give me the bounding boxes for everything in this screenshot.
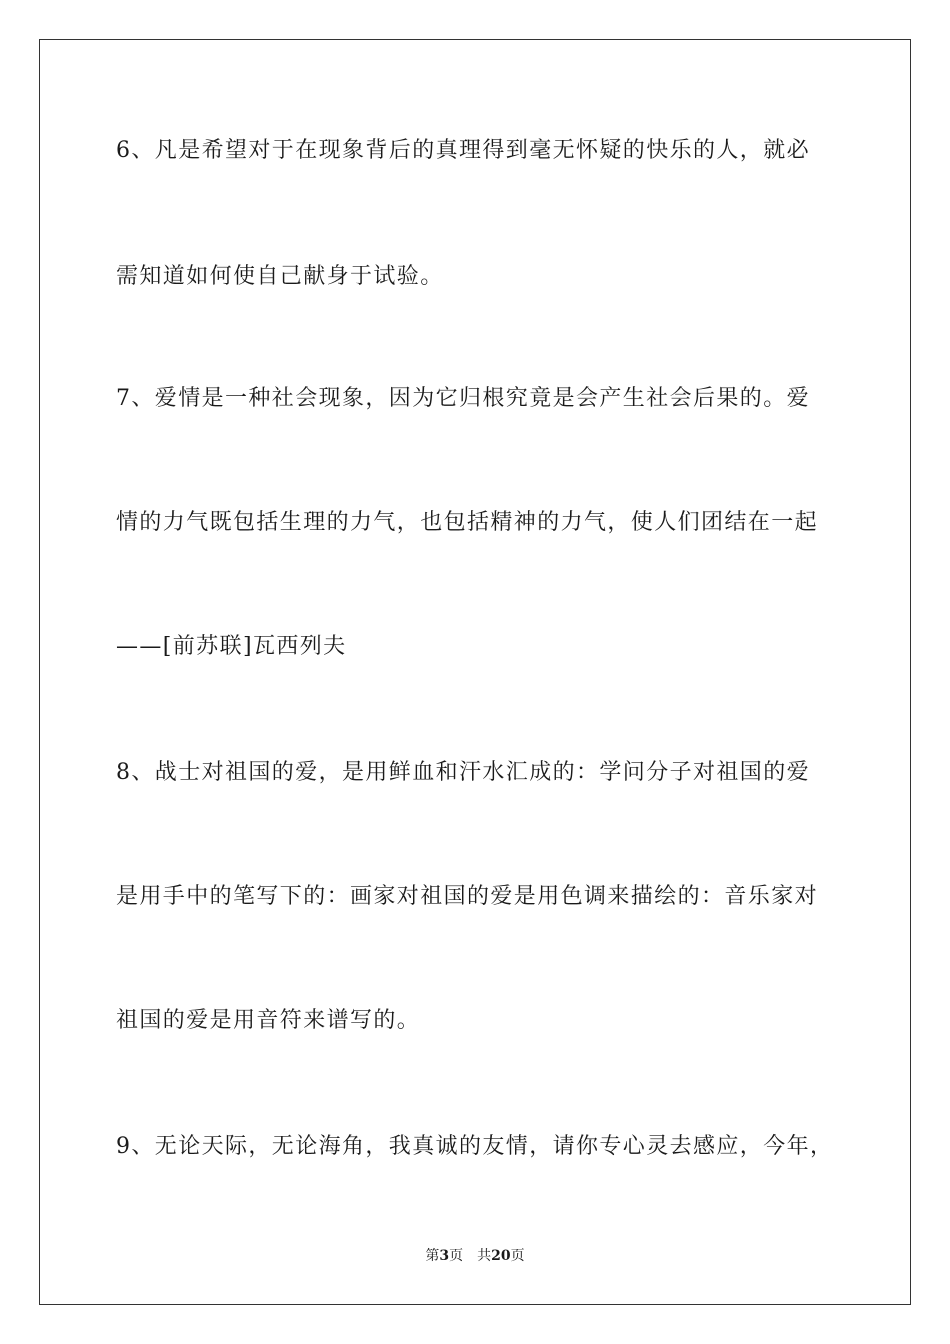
text-line: 祖国的爱是用音符来谱写的。 — [116, 1008, 421, 1033]
text-line: 情的力气既包括生理的力气，也包括精神的力气，使人们团结在一起 — [116, 510, 819, 535]
text-line: 8、战士对祖国的爱，是用鲜血和汗水汇成的：学问分子对祖国的爱 — [116, 760, 810, 785]
page-prefix: 第 — [425, 1248, 440, 1264]
text-line: 需知道如何使自己献身于试验。 — [116, 264, 444, 289]
total-pages: 20 — [491, 1248, 511, 1264]
page-footer — [0, 1246, 950, 1266]
text-line: 6、凡是希望对于在现象背后的真理得到毫无怀疑的快乐的人，就必 — [116, 138, 810, 163]
text-line: 是用手中的笔写下的：画家对祖国的爱是用色调来描绘的：音乐家对 — [116, 884, 819, 909]
total-suffix: 页 — [510, 1248, 525, 1264]
text-line: 9、无论天际，无论海角，我真诚的友情，请你专心灵去感应，今年， — [116, 1134, 834, 1159]
total-prefix: 共 — [477, 1248, 492, 1264]
text-line: ——[前苏联]瓦西列夫 — [116, 634, 347, 659]
page-suffix: 页 — [449, 1248, 464, 1264]
text-line: 7、爱情是一种社会现象，因为它归根究竟是会产生社会后果的。爱 — [116, 386, 810, 411]
page-frame — [39, 39, 911, 1305]
page-number: 3 — [439, 1248, 450, 1264]
